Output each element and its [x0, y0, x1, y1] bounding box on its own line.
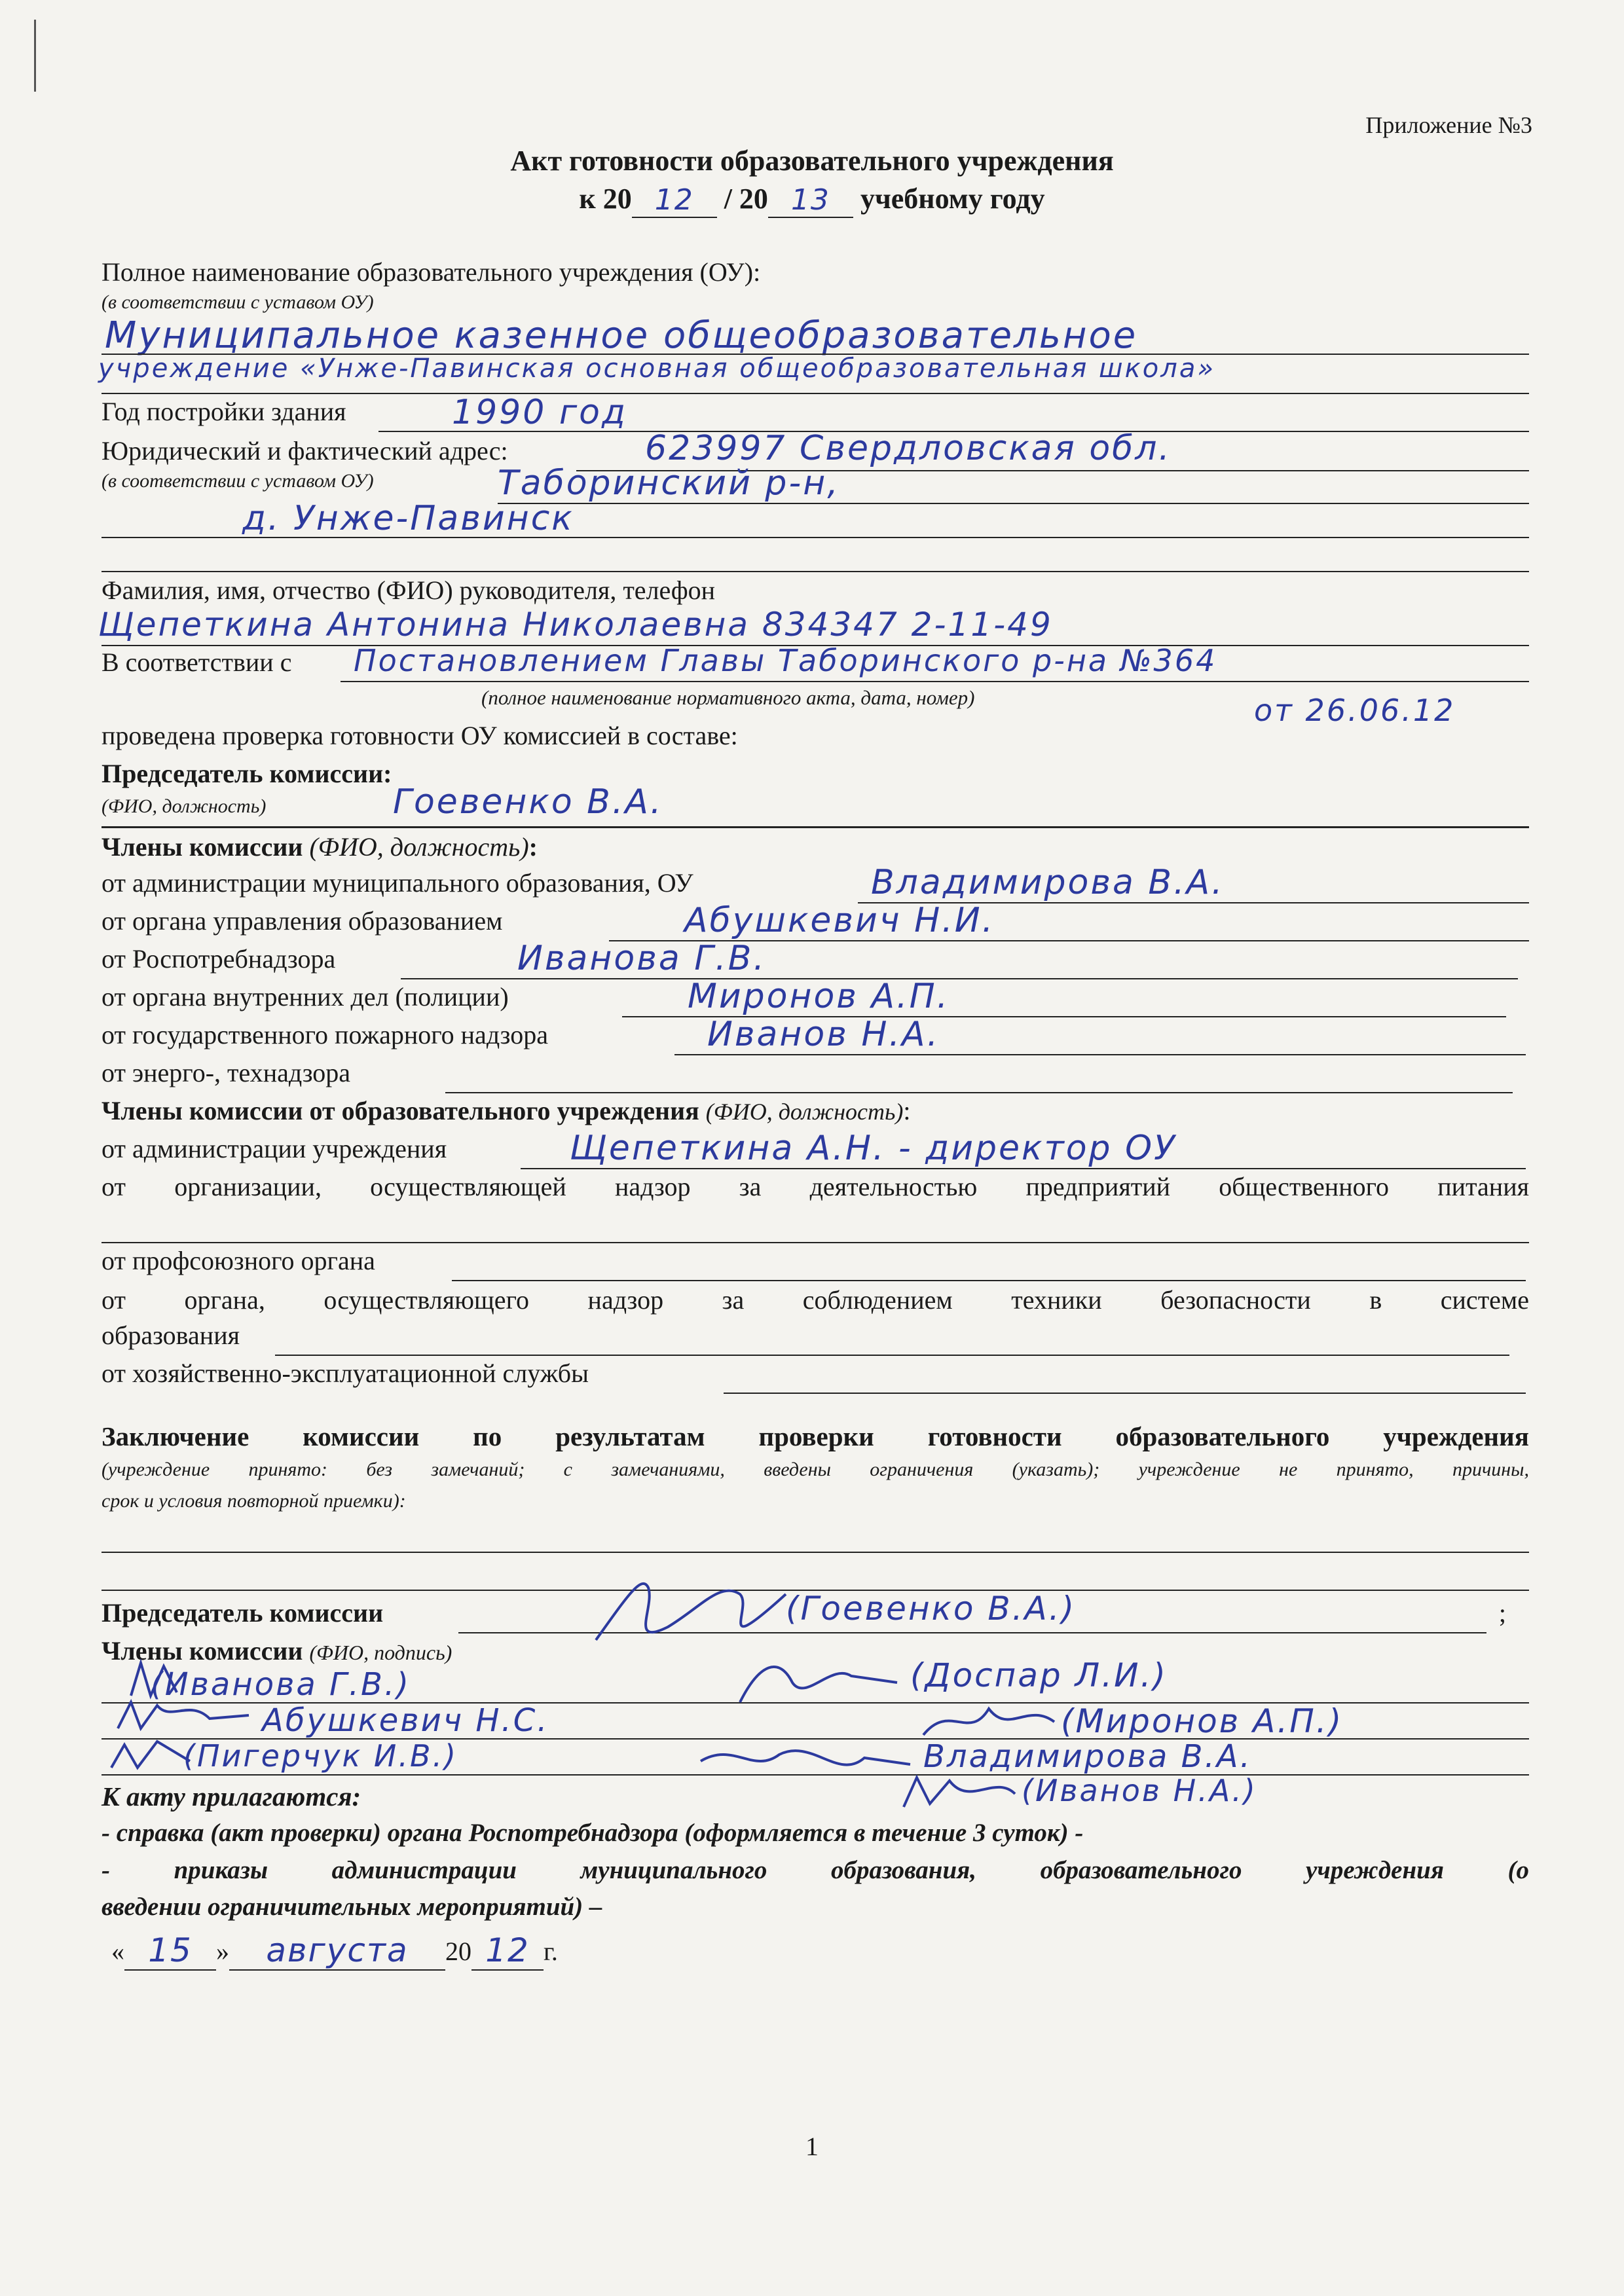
member-line-rospotreb	[401, 978, 1518, 979]
ou-union-label: от профсоюзного органа	[101, 1246, 375, 1275]
sig-mark-5-icon	[105, 1735, 196, 1781]
ou-union-line	[452, 1280, 1526, 1281]
attachments-title: К акту прилагаются:	[101, 1781, 361, 1812]
address-label: Юридический и фактический адрес:	[101, 436, 508, 465]
basis-note: (полное наименование нормативного акта, дата, номер)	[481, 686, 975, 709]
head-value: Щепеткина Антонина Николаевна 834347 2-11-49	[98, 606, 1053, 644]
ou-admin-value: Щепеткина А.Н. - директор ОУ	[570, 1129, 1177, 1168]
address-line-2	[498, 503, 1529, 504]
attachment-item-1: - справка (акт проверки) органа Роспотребнадзора (оформляется в течение 3 суток) -	[101, 1819, 1084, 1847]
signature-vladimirova: Владимирова В.А.	[923, 1738, 1252, 1775]
ou-maint-label: от хозяйственно-эксплуатационной службы	[101, 1358, 589, 1388]
address-value-3: д. Унже-Павинск	[242, 499, 574, 538]
check-text: проведена проверка готовности ОУ комиссией в составе:	[101, 721, 738, 750]
basis-value: Постановлением Главы Таборинского р-на №364	[354, 643, 1217, 678]
conclusion-note-1: (учреждение принято: без замечаний; с замечаниями, введены ограничения (указать); учреждение не принято, причины,	[101, 1459, 1529, 1480]
ou-admin-label: от администрации учреждения	[101, 1134, 447, 1163]
conclusion-line-1	[101, 1552, 1529, 1553]
basis-line	[341, 681, 1529, 682]
year1-field: 12	[632, 183, 717, 218]
signature-mironov: (Миронов А.П.)	[1061, 1702, 1344, 1740]
chair-label: Председатель комиссии:	[101, 759, 392, 788]
member-value-admin: Владимирова В.А.	[871, 863, 1225, 902]
date-month-field: августа	[229, 1931, 445, 1971]
attachment-item-2-line-2: введении ограничительных мероприятий) –	[101, 1893, 602, 1921]
build-year-value: 1990 год	[452, 393, 627, 432]
ou-food-label: от организации, осуществляющей надзор за деятельностью предприятий общественного питания	[101, 1172, 1529, 1201]
address-note: (в соответствии с уставом ОУ)	[101, 470, 374, 492]
member-label-rospotreb: от Роспотребнадзора	[101, 944, 336, 974]
ou-maint-line	[724, 1393, 1526, 1394]
edge-mark	[34, 20, 36, 92]
signature-pigerchuk: (Пигерчук И.В.)	[183, 1738, 458, 1774]
member-label-energy: от энерго-, технадзора	[101, 1058, 351, 1087]
ou-safety-line	[275, 1355, 1509, 1356]
date-day-field: 15	[124, 1931, 216, 1971]
chair-note: (ФИО, должность)	[101, 795, 267, 817]
signature-ivanova: (Иванова Г.В.)	[151, 1666, 411, 1703]
date-year-field: 12	[471, 1931, 544, 1971]
year-suffix: учебному году	[860, 183, 1045, 215]
signature-abushkevich: Абушкевич Н.С.	[262, 1702, 549, 1739]
year-prefix: к 20	[579, 183, 632, 215]
attachment-item-2-line-1: - приказы администрации муниципального образования, образовательного учреждения (о	[101, 1856, 1529, 1884]
sig-mark-4-icon	[917, 1696, 1061, 1748]
head-label: Фамилия, имя, отчество (ФИО) руководителя, телефон	[101, 575, 716, 605]
year2-field: 13	[768, 183, 853, 218]
page-number: 1	[805, 2132, 819, 2161]
basis-label: В соответствии с	[101, 647, 292, 677]
basis-date: от 26.06.12	[1254, 693, 1456, 728]
build-year-label: Год постройки здания	[101, 397, 346, 426]
ou-safety-label-1: от органа, осуществляющего надзор за соблюдением техники безопасности в системе	[101, 1285, 1529, 1315]
member-value-rospotreb: Иванова Г.В.	[517, 939, 766, 978]
address-line-4	[101, 571, 1529, 572]
conclusion-note-2: срок и условия повторной приемки):	[101, 1490, 406, 1512]
ou-safety-label-2: образования	[101, 1321, 240, 1350]
signature-ivanov: (Иванов Н.А.)	[1022, 1773, 1257, 1808]
date-row: « 15 » августа 20 12 г.	[111, 1931, 558, 1969]
members-sign-header: Члены комиссии (ФИО, подпись)	[101, 1636, 452, 1666]
member-label-edu: от органа управления образованием	[101, 906, 503, 936]
signature-dospar: (Доспар Л.И.)	[910, 1656, 1168, 1694]
full-name-value-2: учреждение «Унже-Павинская основная общеобразовательная школа»	[98, 354, 1216, 384]
year-mid: / 20	[724, 183, 768, 215]
member-label-fire: от государственного пожарного надзора	[101, 1020, 548, 1049]
member-label-admin: от администрации муниципального образования, ОУ	[101, 868, 693, 898]
line-fullname-2	[101, 393, 1529, 394]
chair-sign-end: ;	[1498, 1598, 1506, 1628]
member-value-fire: Иванов Н.А.	[707, 1015, 940, 1054]
member-line-energy	[445, 1092, 1513, 1093]
full-name-note: (в соответствии с уставом ОУ)	[101, 291, 374, 313]
chair-sign-label: Председатель комиссии	[101, 1598, 384, 1628]
ou-food-line	[101, 1242, 1529, 1243]
build-year-row	[101, 396, 1529, 427]
full-name-value-1: Муниципальное казенное общеобразовательное	[105, 314, 1138, 357]
member-label-police: от органа внутренних дел (полиции)	[101, 982, 509, 1011]
member-line-fire	[674, 1054, 1526, 1055]
member-value-police: Миронов А.П.	[688, 977, 950, 1016]
sig-mark-2-icon	[733, 1650, 904, 1715]
ou-admin-line	[521, 1168, 1526, 1169]
document-subtitle	[0, 182, 1624, 217]
member-value-edu: Абушкевич Н.И.	[684, 901, 995, 940]
conclusion-title: Заключение комиссии по результатам проверки готовности образовательного учреждения	[101, 1421, 1529, 1451]
chair-sign-value: (Гоевенко В.А.)	[786, 1590, 1077, 1628]
address-value-1: 623997 Свердловская обл.	[645, 429, 1172, 468]
ou-members-header: Члены комиссии от образовательного учреждения (ФИО, должность):	[101, 1096, 911, 1125]
chair-value: Гоевенко В.А.	[393, 782, 663, 822]
chair-line	[101, 826, 1529, 828]
address-value-2: Таборинский р-н,	[498, 464, 840, 503]
full-name-label: Полное наименование образовательного учреждения (ОУ):	[101, 257, 761, 287]
members-header: Члены комиссии (ФИО, должность):	[101, 832, 538, 862]
document-title: Акт готовности образовательного учреждения	[510, 145, 1114, 177]
appendix-label: Приложение №3	[1365, 112, 1532, 138]
sig-mark-6-icon	[694, 1735, 917, 1787]
